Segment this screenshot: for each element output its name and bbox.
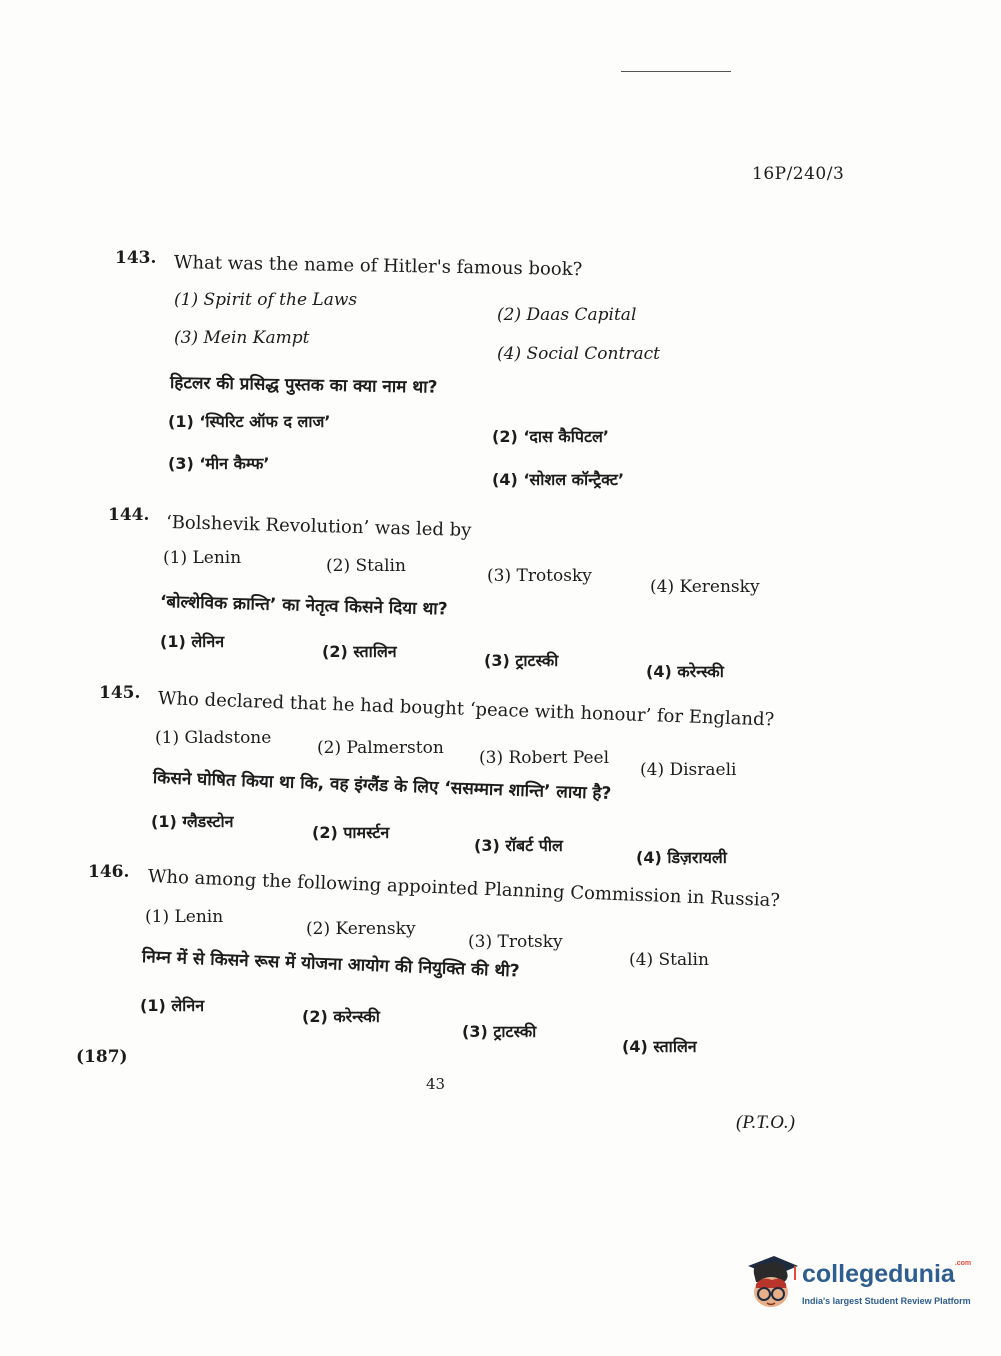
option-hi-2: (2) ‘दास कैपिटल’	[492, 427, 609, 446]
option-hi-2: (2) पामर्स्टन	[312, 823, 390, 842]
option-hi-1: (1) ग्लैडस्टोन	[151, 812, 234, 831]
option-hi-3: (3) रॉबर्ट पील	[474, 836, 563, 855]
question-text-en: ‘Bolshevik Revolution’ was led by	[165, 512, 472, 541]
option-en-1: (1) Lenin	[145, 907, 224, 927]
graduate-mascot-icon	[744, 1252, 800, 1312]
question-text-en: Who declared that he had bought ‘peace with honour’ for England?	[157, 688, 775, 731]
question-text-en: What was the name of Hitler's famous book?	[173, 252, 583, 281]
question-number: 145.	[99, 683, 141, 703]
option-hi-4: (4) करेन्स्की	[646, 662, 724, 681]
option-en-1: (1) Lenin	[163, 548, 242, 568]
option-hi-3: (3) ट्राटस्की	[462, 1022, 537, 1041]
option-en-4: (4) Social Contract	[497, 344, 660, 364]
option-en-4: (4) Disraeli	[640, 760, 737, 780]
collegedunia-watermark	[744, 1248, 972, 1318]
option-en-2: (2) Palmerston	[317, 738, 444, 758]
question-number: 146.	[88, 862, 130, 882]
option-en-1: (1) Spirit of the Laws	[174, 290, 358, 310]
question-text-en: Who among the following appointed Planning Commission in Russia?	[147, 866, 781, 912]
option-hi-3: (3) ट्राटस्की	[484, 651, 559, 670]
option-hi-4: (4) स्तालिन	[622, 1037, 697, 1056]
option-hi-2: (2) स्तालिन	[322, 642, 397, 661]
option-en-3: (3) Trotosky	[487, 566, 592, 586]
question-text-hi: हिटलर की प्रसिद्ध पुस्तक का क्या नाम था?	[169, 373, 438, 398]
question-number: 144.	[108, 505, 150, 525]
option-hi-4: (4) डिज़रायली	[636, 848, 727, 867]
option-hi-1: (1) लेनिन	[140, 996, 205, 1015]
option-hi-3: (3) ‘मीन कैम्फ’	[168, 454, 270, 473]
paper-code: 16P/240/3	[752, 164, 845, 184]
set-code: (187)	[76, 1047, 128, 1067]
option-en-4: (4) Kerensky	[650, 577, 760, 597]
option-en-4: (4) Stalin	[629, 950, 709, 970]
question-number: 143.	[115, 248, 157, 268]
option-hi-1: (1) ‘स्पिरिट ऑफ द लाज’	[168, 412, 331, 431]
option-hi-1: (1) लेनिन	[160, 632, 225, 651]
brand-name: collegedunia$^{.com}$	[802, 1260, 972, 1288]
option-en-2: (2) Daas Capital	[497, 305, 637, 325]
option-en-3: (3) Trotsky	[468, 932, 563, 952]
option-hi-2: (2) करेन्स्की	[302, 1007, 380, 1026]
brand-tagline: India's largest Student Review Platform	[802, 1296, 971, 1306]
top-rule	[621, 71, 731, 72]
question-text-hi: किसने घोषित किया था कि, वह इंग्लैंड के लिए ‘ससम्मान शान्ति’ लाया है?	[152, 768, 612, 804]
option-en-3: (3) Mein Kampt	[174, 328, 310, 348]
option-en-1: (1) Gladstone	[155, 728, 272, 748]
option-en-2: (2) Kerensky	[306, 919, 416, 939]
option-hi-4: (4) ‘सोशल कॉन्ट्रैक्ट’	[492, 470, 625, 489]
page-number: 43	[426, 1075, 446, 1093]
option-en-2: (2) Stalin	[326, 556, 406, 576]
pto-note: (P.T.O.)	[736, 1112, 795, 1133]
question-text-hi: ‘बोल्शेविक क्रान्ति’ का नेतृत्व किसने दिया था?	[159, 592, 448, 620]
option-en-3: (3) Robert Peel	[479, 748, 610, 768]
question-text-hi: निम्न में से किसने रूस में योजना आयोग की नियुक्ति की थी?	[141, 947, 520, 982]
